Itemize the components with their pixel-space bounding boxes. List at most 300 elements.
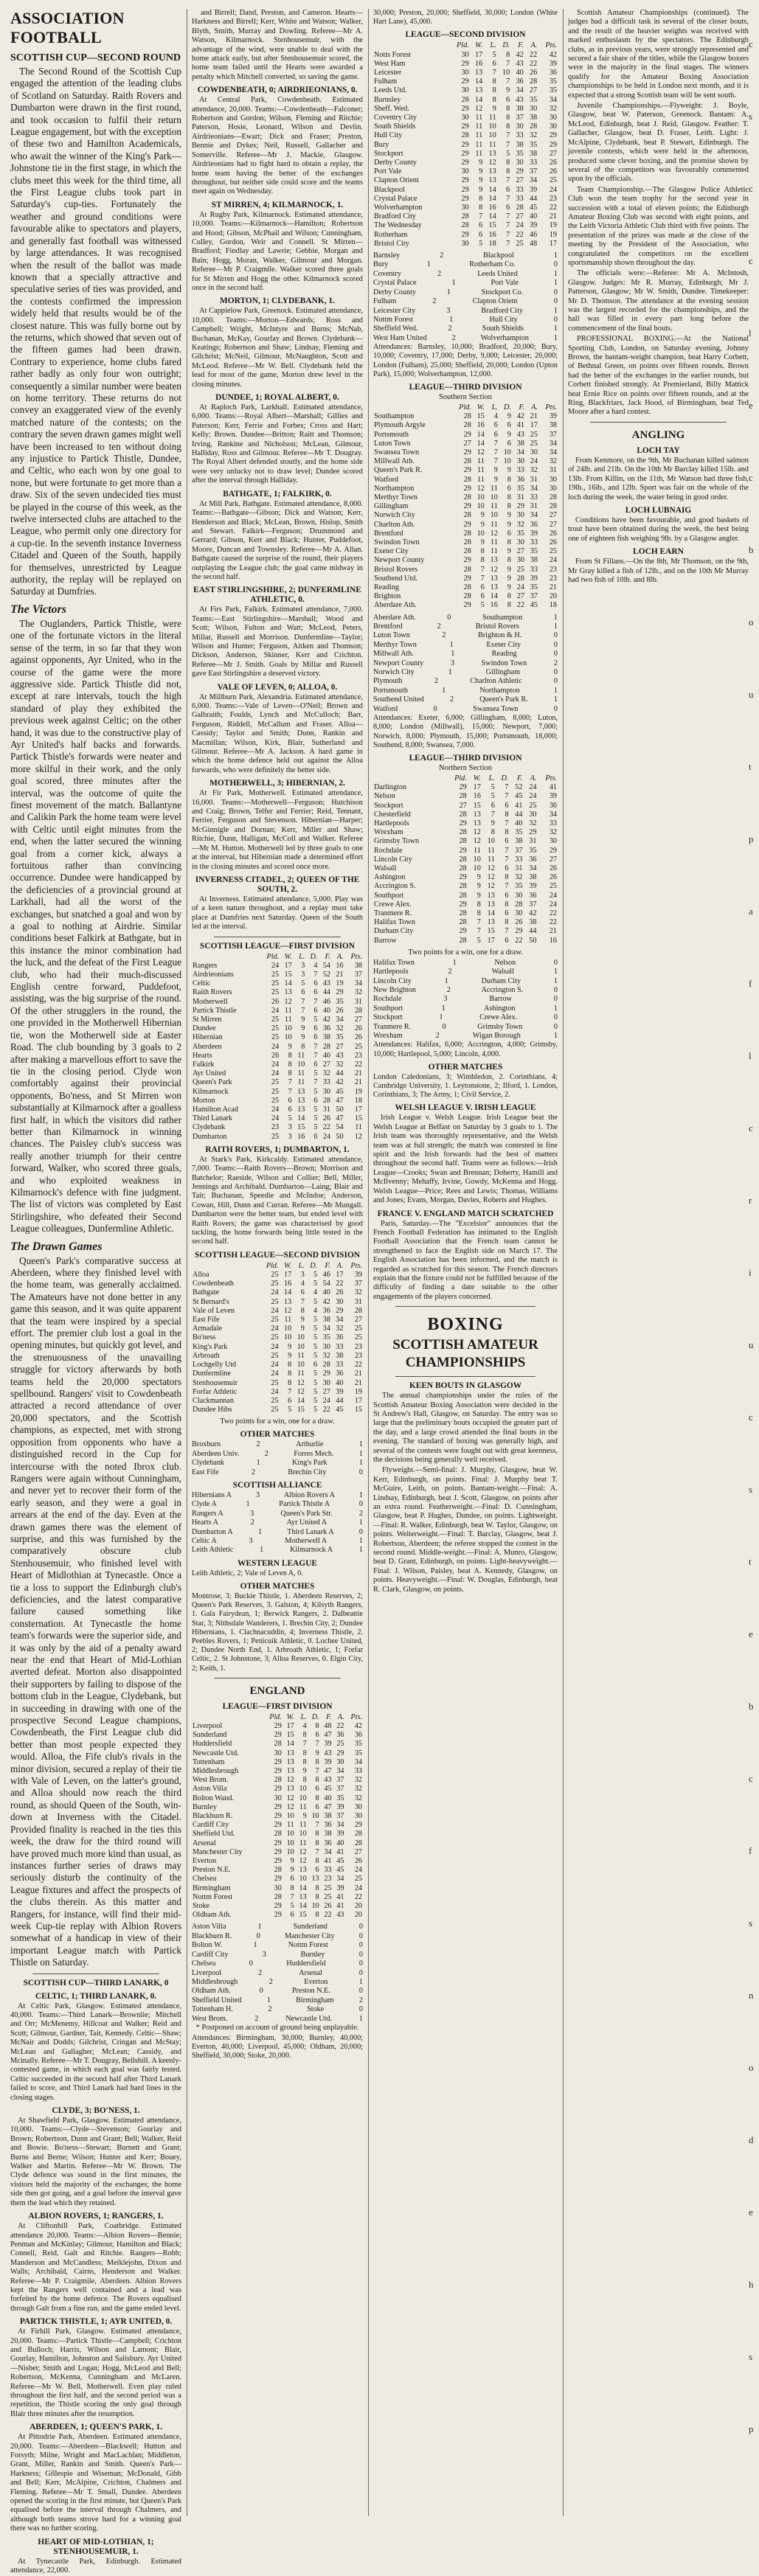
table-row bbox=[192, 1052, 363, 1060]
fixture-row bbox=[192, 1459, 363, 1468]
third-division-north-table bbox=[373, 774, 558, 945]
table-cell: 35 bbox=[354, 1740, 362, 1749]
fixture-row bbox=[373, 668, 558, 677]
table-row bbox=[192, 979, 363, 988]
boxing-heading: BOXING bbox=[427, 1315, 504, 1335]
table-cell: Blackpool bbox=[374, 185, 405, 194]
table-cell: 7 bbox=[313, 970, 318, 979]
table-row bbox=[192, 1016, 363, 1024]
table-cell: 11 bbox=[284, 1316, 292, 1325]
away-team: Port Vale bbox=[491, 279, 519, 288]
table-cell: 21 bbox=[354, 1069, 362, 1078]
table-cell: 7 bbox=[476, 927, 481, 936]
table-cell: 24 bbox=[271, 1042, 280, 1051]
column-header: Pld. bbox=[266, 1261, 279, 1270]
table-cell: Raith Rovers bbox=[193, 988, 232, 997]
table-cell: Kilmarnock bbox=[193, 1087, 229, 1096]
away-score: 0 bbox=[358, 1987, 363, 1996]
table-cell: 44 bbox=[336, 1396, 344, 1405]
table-cell: 5 bbox=[476, 936, 481, 945]
table-cell: 3 bbox=[301, 961, 305, 970]
table-cell: 7 bbox=[506, 140, 510, 149]
away-score: 2 bbox=[358, 1996, 363, 2004]
table-cell: 26 bbox=[530, 69, 538, 77]
home-score: 1 bbox=[246, 1500, 250, 1509]
table-cell: 11 bbox=[299, 1839, 307, 1847]
away-score: 0 bbox=[358, 1941, 363, 1950]
table-cell: 8 bbox=[288, 1051, 292, 1060]
report-heading: MOTHERWELL, 3; HIBERNIAN, 2. bbox=[209, 779, 345, 788]
table-row bbox=[373, 511, 558, 520]
fixture-row bbox=[373, 687, 558, 695]
attendances: Attendances: Halifax, 6,000; Accrington, 4,000; Grimsby, 10,000; Hartlepool, 5,000; Lincoln, 4,000. bbox=[373, 1041, 558, 1058]
home-score: 1 bbox=[452, 958, 457, 967]
home-team: Merthyr Town bbox=[373, 640, 417, 649]
table-cell: 29 bbox=[461, 140, 469, 149]
table-cell: 14 bbox=[297, 1114, 305, 1123]
table-cell: 8 bbox=[315, 1892, 319, 1901]
raith-report: At Stark's Park, Kirkcaldy. Estimated attendance, 7,000. Teams:—Raith Rovers—Brown; Morrison and Batchelor; Raeside, Wilson and Collier; Bell, Miller, Jennings and Archibald. Dumbarton—Laing; Blair and Tait; Buchanan, Speedie and McIndoe; Anderson, Cowan, Hill, Dunn and Curran. Referee—Mr Mungall. Dumbarton were the better team, but ended level with Raith Rovers; the game was characterised by good tackling, the home forwards being little tested in the second half. bbox=[192, 1155, 363, 1246]
table-cell: 36 bbox=[324, 1821, 332, 1830]
table-cell: 25 bbox=[516, 239, 524, 248]
table-cell: 8 bbox=[315, 1776, 319, 1785]
table-cell: 32 bbox=[336, 1060, 344, 1069]
table-cell: 8 bbox=[302, 1776, 307, 1785]
table-cell: 14 bbox=[488, 185, 496, 194]
table-cell: 8 bbox=[476, 909, 481, 917]
table-row bbox=[373, 159, 558, 167]
away-score: 1 bbox=[553, 269, 558, 278]
table-cell: 5 bbox=[491, 783, 495, 792]
table-cell: 39 bbox=[354, 1271, 362, 1280]
table-cell: 16 bbox=[473, 792, 481, 801]
table-cell: 21 bbox=[354, 1078, 362, 1087]
table-cell: 28 bbox=[354, 1839, 362, 1847]
table-cell: 25 bbox=[354, 1875, 362, 1884]
column-header: Pld. bbox=[266, 952, 280, 961]
home-team: East Fife bbox=[192, 1468, 219, 1476]
table-cell: 24 bbox=[271, 1105, 280, 1114]
table-cell: 20 bbox=[549, 592, 557, 601]
alliance-list bbox=[192, 1491, 363, 1555]
table-cell: Chelsea bbox=[193, 1875, 217, 1884]
away-score: 0 bbox=[358, 1959, 363, 1968]
table-cell: 5 bbox=[479, 239, 483, 248]
article-paragraph: The annual championships under the rules of the Scottish Amateur Boxing Association were decided in the St Andrew's Hall, Glasgow, on Saturday. The entry was so large that the preliminary bouts occupied the greater part of the day, and a large crowd attended the final bouts in the evening. The standard of boxing was generally high, and several of the contests were fought out with great keenness, the decisions being generally well received. bbox=[373, 1392, 558, 1464]
table-cell: 8 bbox=[492, 86, 496, 95]
column-header: A. bbox=[530, 774, 537, 782]
table-cell: 14 bbox=[284, 1288, 292, 1297]
home-score: 1 bbox=[257, 1527, 263, 1536]
table-cell: Oldham Ath. bbox=[193, 1911, 232, 1920]
away-score: 0 bbox=[553, 1013, 558, 1022]
table-cell: 9 bbox=[507, 583, 511, 592]
table-cell: 13 bbox=[286, 1785, 294, 1794]
table-cell: 10 bbox=[299, 1875, 307, 1884]
table-cell: Hull City bbox=[374, 131, 403, 140]
table-cell: 4 bbox=[313, 961, 318, 970]
home-score: 2 bbox=[435, 1032, 440, 1041]
column-header: Pts. bbox=[350, 952, 362, 961]
table-cell: 23 bbox=[549, 194, 557, 203]
column-header bbox=[373, 774, 446, 783]
edge-letter: e bbox=[749, 400, 753, 411]
table-cell: 9 bbox=[480, 538, 485, 546]
table-cell: 24 bbox=[530, 457, 538, 466]
table-cell: 19 bbox=[549, 221, 557, 230]
table-cell: Huddersfield bbox=[193, 1740, 232, 1749]
table-cell: 23 bbox=[354, 1051, 362, 1060]
table-cell: 26 bbox=[271, 1051, 280, 1060]
table-cell: 36 bbox=[549, 801, 557, 810]
table-cell: 17 bbox=[475, 50, 483, 59]
away-score: 0 bbox=[553, 704, 558, 713]
away-score: 1 bbox=[553, 333, 558, 342]
table-cell: 28 bbox=[354, 1006, 362, 1015]
table-cell: 22 bbox=[322, 1123, 331, 1132]
table-cell: Millwall Ath. bbox=[374, 457, 415, 466]
table-cell: 7 bbox=[491, 810, 495, 819]
fixture-row bbox=[192, 1941, 363, 1950]
table-cell: 6 bbox=[288, 1396, 292, 1405]
home-team: Southport bbox=[373, 1004, 403, 1013]
table-cell: 29 bbox=[463, 574, 471, 583]
table-cell: 26 bbox=[354, 1024, 362, 1033]
edge-letter: o bbox=[749, 2062, 754, 2073]
home-score: 0 bbox=[259, 1987, 263, 1996]
table-cell: 28 bbox=[463, 421, 471, 430]
article-paragraph: The Ouglanders, Partick Thistle, were one of the fortunate victors in the literal sense of the term, in so far that they won against opponents, Ayr United, who in the course of the game were the more aggressive side. Partick Thistle did not, except at rare intervals, touch the high standard of play they exhibited the previous week against Celtic; on the other hand, it was due to the constructive play of Ayr United's half backs and forwards. Partick Thistle's forwards were neater and more skilful in their work, and the only goal scored, three minutes after the interval, was the outcome of quite the finest movement of the match. Ballantyne and Calikin Park the home team were level with Celtic until eight minutes from the end, when the latter secured the winning goal from a corner kick, always a fortuitous rather than convincing occurrence. Dundee were handicapped by the deficiencies of a provincial ground at Larkhall, had all the worst of the exchanges, but snatched a goal and won by a goal to nothing at Airdrie. Similar conditions beset Falkirk at Bathgate, but in this instance the minor combination had the luck, and the defeat of the First League club, who had their much-discussed English centre forward, Puddefoot, assisting, was the big surprise of the round. Of the other strugglers in the round, the one provided in the Motherwell Hibernian tie, won the Motherwell side at Easter Road. The club bounding by 3 goals to 2 after making a marvellous effort to save the tie in the closing period. Clyde won comfortably against their provincial opponents, Bo'ness, and St Mirren won substantially at Kilmarnock after a goalless first half, in which the visitors did rather better than Kilmarnock in winning chances. The Paisley club's success was really another triumph for their centre forward, Walker, who scored three goals, and who exploited weakness in Kilmarnock's defence with fine judgment. The list of victors was completed by East Stirlingshire, who defeated their Second League colleagues, Dunfermline Athletic. bbox=[10, 617, 181, 1235]
table-cell: 9 bbox=[288, 1042, 292, 1051]
table-cell: 16 bbox=[490, 601, 498, 610]
table-cell: 29 bbox=[461, 149, 469, 158]
column-header: D. bbox=[310, 1261, 318, 1270]
table-cell: 13 bbox=[286, 1749, 294, 1757]
table-cell: 39 bbox=[549, 792, 557, 801]
table-cell: 25 bbox=[271, 1280, 279, 1288]
table-row bbox=[373, 900, 558, 909]
table-cell: 34 bbox=[516, 448, 524, 456]
away-score: 1 bbox=[553, 695, 558, 704]
table-cell: 13 bbox=[490, 574, 498, 583]
table-cell: 28 bbox=[274, 1866, 282, 1875]
table-cell: 6 bbox=[507, 529, 511, 538]
table-cell: 28 bbox=[516, 204, 524, 212]
table-cell: 8 bbox=[315, 1857, 319, 1866]
table-cell: 25 bbox=[324, 1884, 332, 1892]
table-cell: Stockport bbox=[374, 801, 403, 810]
table-row bbox=[373, 485, 558, 493]
table-cell: Motherwell bbox=[193, 997, 228, 1006]
table-cell: 10 bbox=[297, 1342, 305, 1351]
table-cell: Swansea Town bbox=[374, 448, 420, 456]
table-cell: 31 bbox=[530, 502, 538, 511]
fixture-row bbox=[373, 288, 558, 297]
table-cell: 6 bbox=[479, 230, 483, 239]
table-cell: 24 bbox=[529, 792, 537, 801]
table-cell: 32 bbox=[530, 131, 538, 140]
table-cell: 8 bbox=[315, 1794, 319, 1802]
table-cell: 5 bbox=[313, 1087, 318, 1096]
table-cell: 8 bbox=[507, 601, 511, 610]
table-cell: 28 bbox=[530, 122, 538, 131]
away-score: 0 bbox=[553, 668, 558, 677]
table-cell: 12 bbox=[286, 1802, 294, 1811]
table-cell: 14 bbox=[299, 1902, 307, 1911]
table-cell: 7 bbox=[302, 1740, 307, 1749]
table-cell: 32 bbox=[354, 1288, 362, 1297]
away-team: Queen's Park R. bbox=[479, 695, 528, 704]
home-team: New Brighton bbox=[373, 985, 417, 994]
table-cell: Clydebank bbox=[193, 1123, 226, 1132]
table-cell: 10 bbox=[286, 1839, 294, 1847]
table-cell: 45 bbox=[530, 601, 538, 610]
table-cell: 8 bbox=[290, 1884, 294, 1892]
table-cell: 10 bbox=[299, 1785, 307, 1794]
edge-letter: o bbox=[749, 617, 754, 628]
table-cell: 30 bbox=[322, 1087, 331, 1096]
away-score: 0 bbox=[358, 1931, 363, 1940]
table-cell: 28 bbox=[549, 502, 557, 511]
table-cell: 38 bbox=[324, 1812, 332, 1821]
table-cell: Tottenham bbox=[193, 1757, 225, 1766]
column-header: W. bbox=[284, 952, 292, 961]
home-score: 1 bbox=[253, 1941, 257, 1950]
column-header: Pts. bbox=[545, 403, 557, 412]
table-row bbox=[373, 601, 558, 610]
table-cell: 9 bbox=[507, 511, 511, 520]
fixture-row bbox=[373, 260, 558, 269]
table-cell: 41 bbox=[516, 421, 524, 430]
table-cell: 28 bbox=[274, 1892, 282, 1901]
table-cell: Nottm Forest bbox=[193, 1892, 233, 1901]
column-header: D. bbox=[311, 1712, 319, 1721]
home-team: West Brom. bbox=[192, 2014, 228, 2023]
table-cell: 44 bbox=[515, 810, 523, 819]
table-cell: 25 bbox=[549, 547, 557, 556]
table-cell: 8 bbox=[507, 475, 511, 484]
table-cell: 36 bbox=[336, 1369, 344, 1378]
table-cell: 12 bbox=[490, 529, 498, 538]
table-cell: 29 bbox=[274, 1785, 282, 1794]
angling-heading: ANGLING bbox=[631, 428, 685, 441]
table-cell: 6 bbox=[507, 484, 511, 493]
home-team: Tranmere R. bbox=[373, 1022, 412, 1031]
fixture-row bbox=[192, 1491, 363, 1500]
fixture-row bbox=[373, 622, 558, 631]
table-cell: 9 bbox=[507, 466, 511, 475]
away-score: 1 bbox=[553, 613, 558, 622]
table-cell: 36 bbox=[529, 891, 537, 900]
report-heading: PARTICK THISTLE, 1; AYR UNITED, 0. bbox=[19, 2317, 173, 2327]
table-cell: 28 bbox=[354, 1830, 362, 1839]
raith-heading: RAITH ROVERS, 1; DUMBARTON, 1. bbox=[205, 1145, 350, 1154]
table-cell: Barnsley bbox=[374, 95, 401, 104]
edge-letter: c bbox=[749, 1122, 753, 1133]
attendances: Attendances: Exeter, 6,000; Gillingham, 8,000; Luton, 8,000; London (Millwall), 15,000; Newport, 7,000; Norwich, 8,000; Plymouth, 15,000; Portsmouth, 18,000; Southend, 8,000; Swansea, 7,000. bbox=[373, 714, 558, 749]
home-score: 1 bbox=[451, 279, 456, 288]
away-team: Blackpool bbox=[483, 251, 514, 260]
table-cell: 25 bbox=[529, 801, 537, 810]
table-cell: 35 bbox=[336, 997, 344, 1006]
table-cell: 38 bbox=[516, 140, 524, 149]
boxing-report bbox=[373, 1392, 558, 1594]
table-cell: Aberdare Ath. bbox=[374, 601, 417, 610]
table-row bbox=[192, 1794, 363, 1803]
table-header-row bbox=[373, 774, 558, 783]
table-cell: 8 bbox=[315, 1839, 319, 1847]
away-team: Accrington S. bbox=[481, 985, 524, 994]
table-cell: Notts Forest bbox=[374, 50, 412, 59]
table-cell: 5 bbox=[313, 1123, 318, 1132]
table-row bbox=[192, 1848, 363, 1857]
table-row bbox=[373, 566, 558, 574]
table-cell: 25 bbox=[354, 1333, 362, 1342]
table-row bbox=[192, 1758, 363, 1767]
table-cell: 39 bbox=[336, 1830, 344, 1839]
table-cell: 13 bbox=[490, 556, 498, 565]
table-cell: 8 bbox=[315, 1884, 319, 1892]
away-team: Huddersfield bbox=[286, 1959, 326, 1968]
table-cell: Accrington S. bbox=[374, 882, 416, 891]
column-header: Pld. bbox=[457, 41, 469, 50]
table-row bbox=[373, 131, 558, 140]
table-cell: 11 bbox=[475, 114, 483, 122]
table-cell: 20 bbox=[354, 1911, 362, 1920]
table-row bbox=[373, 547, 558, 556]
table-cell: 34 bbox=[549, 810, 557, 819]
table-cell: 7 bbox=[288, 1078, 292, 1087]
table-row bbox=[192, 1033, 363, 1042]
fixture-row bbox=[373, 1032, 558, 1041]
divider bbox=[590, 422, 727, 423]
table-cell: 26 bbox=[549, 538, 557, 546]
continued-attendances: 30,000; Preston, 20,000; Sheffield, 30,000; London (White Hart Lane), 45,000. bbox=[373, 9, 558, 27]
table-cell: Blackburn R. bbox=[193, 1812, 233, 1821]
section-heading-drawn-games: The Drawn Games bbox=[10, 1240, 103, 1253]
table-cell: 6 bbox=[492, 59, 496, 68]
table-cell: 13 bbox=[299, 1892, 307, 1901]
table-cell: 35 bbox=[530, 547, 538, 556]
table-row bbox=[373, 819, 558, 828]
table-cell: 9 bbox=[300, 1316, 305, 1325]
column-header bbox=[373, 403, 451, 412]
edge-letter: s bbox=[749, 1484, 753, 1495]
inverness-heading: INVERNESS CITADEL, 2; QUEEN OF THE SOUTH, 2. bbox=[195, 875, 360, 894]
table-cell: 4 bbox=[313, 1306, 318, 1315]
column-header: Pts. bbox=[350, 1712, 362, 1721]
divider bbox=[395, 1306, 536, 1307]
table-cell: 19 bbox=[354, 1387, 362, 1396]
table-cell: 27 bbox=[549, 520, 557, 529]
table-cell: 6 bbox=[315, 1866, 319, 1875]
table-cell: 29 bbox=[274, 1911, 282, 1920]
home-score: 2 bbox=[437, 269, 442, 278]
table-cell: Dumbarton bbox=[193, 1132, 227, 1141]
column-3 bbox=[373, 9, 558, 2516]
table-cell: 33 bbox=[530, 565, 538, 574]
table-cell: 44 bbox=[529, 927, 537, 936]
table-cell: 27 bbox=[516, 212, 524, 221]
table-cell: 22 bbox=[549, 909, 557, 917]
edge-letter: c bbox=[749, 38, 753, 49]
table-cell: 10 bbox=[476, 502, 485, 511]
table-cell: 10 bbox=[284, 1033, 292, 1042]
edge-letter: l bbox=[749, 327, 752, 339]
western-heading: WESTERN LEAGUE bbox=[238, 1558, 317, 1568]
table-cell: 28 bbox=[459, 855, 467, 864]
table-cell: 7 bbox=[506, 131, 510, 140]
article-paragraph: Team Championship.—The Glasgow Police Athletic Club won the team trophy for the second year in succession with a total of eleven points; the Edinburgh Amateur Boxing Club was second with eight points, and the Leith Victoria Athletic Club third with five points. The presentation of the prizes was made at the close of the meeting by the President of the Association, who congratulated the competitors on the excellent sportsmanship shown throughout the day. bbox=[568, 185, 749, 267]
report-heading: DUNDEE, 1; ROYAL ALBERT, 0. bbox=[215, 393, 339, 403]
table-cell: 29 bbox=[516, 167, 524, 176]
table-cell: Falkirk bbox=[193, 1060, 215, 1069]
away-score: 1 bbox=[553, 1004, 558, 1013]
table-cell: 43 bbox=[336, 1051, 344, 1060]
table-cell: 5 bbox=[301, 979, 305, 988]
table-cell: 40 bbox=[324, 1794, 332, 1802]
table-cell: 8 bbox=[505, 900, 509, 909]
home-score: 2 bbox=[442, 631, 446, 640]
table-cell: 26 bbox=[336, 1288, 344, 1297]
table-cell: 28 bbox=[459, 882, 467, 891]
table-cell: St Mirren bbox=[193, 1015, 222, 1024]
table-cell: Barrow bbox=[374, 936, 397, 945]
table-cell: 34 bbox=[322, 1325, 330, 1333]
table-cell: 10 bbox=[284, 1024, 292, 1033]
table-cell: 26 bbox=[549, 873, 557, 882]
table-cell: 4 bbox=[300, 1280, 305, 1288]
table-cell: 7 bbox=[505, 819, 509, 827]
table-cell: 25 bbox=[324, 1892, 332, 1901]
table-cell: Dundee bbox=[193, 1024, 216, 1033]
fixture-row bbox=[373, 316, 558, 324]
table-cell: 35 bbox=[516, 529, 524, 538]
fixture-row bbox=[373, 995, 558, 1004]
table-row bbox=[373, 457, 558, 466]
edge-letter: l bbox=[749, 1050, 752, 1061]
table-cell: 44 bbox=[322, 988, 331, 997]
table-cell: 16 bbox=[284, 1280, 292, 1288]
table-row bbox=[192, 1911, 363, 1920]
table-cell: 8 bbox=[505, 918, 509, 927]
table-row bbox=[373, 431, 558, 440]
away-score: 1 bbox=[358, 1490, 363, 1499]
column-header bbox=[192, 1713, 263, 1722]
table-cell: 5 bbox=[313, 1105, 318, 1114]
table-cell: 39 bbox=[336, 1387, 344, 1396]
table-cell: 29 bbox=[274, 1812, 282, 1821]
table-row bbox=[192, 1884, 363, 1893]
column-rule bbox=[563, 9, 564, 2516]
table-cell: 3 bbox=[300, 1271, 305, 1280]
table-row bbox=[192, 1307, 363, 1316]
home-team: West Ham United bbox=[373, 333, 427, 342]
table-row bbox=[373, 421, 558, 430]
column-header: A. bbox=[336, 952, 344, 961]
table-cell: 34 bbox=[549, 439, 557, 448]
table-cell: 12 bbox=[487, 873, 495, 882]
table-cell: Hartlepools bbox=[374, 819, 409, 827]
table-cell: 34 bbox=[336, 1821, 344, 1830]
table-row bbox=[373, 51, 558, 60]
report-text: At Pittodrie Park, Aberdeen. Estimated attendance, 20,000. Teams:—Aberdeen—Blackwell; Hutton and Forsyth; Milne, Wright and MacLachlan; Middleton, Grant, Miller, Rankin and Smith. Queen's Park—Harkness; Gillespie and Wiseman; McDonald, Gibb and Bell; Kerr, McAlpine, Crichton, Chalmers and Fleming. Referee—Mr T. Small, Dundee. Aberdeen opened the scoring in the first minute, but Queen's Park equalised before the interval through Chalmers, and although both teams strove hard for a winning goal there was no further scoring. bbox=[10, 2433, 181, 2533]
table-row bbox=[373, 440, 558, 448]
table-cell: 8 bbox=[300, 1306, 305, 1315]
table-cell: Manchester City bbox=[193, 1847, 243, 1856]
table-cell: 14 bbox=[286, 1740, 294, 1749]
table-cell: 9 bbox=[506, 86, 510, 95]
